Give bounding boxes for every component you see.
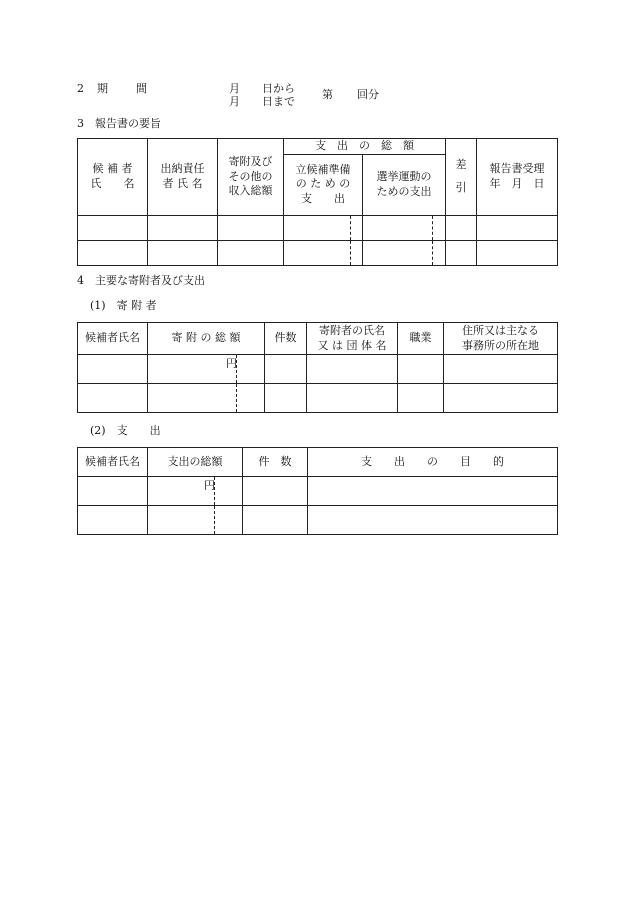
table-row bbox=[78, 384, 558, 413]
table-row bbox=[78, 240, 558, 265]
cell[interactable] bbox=[308, 477, 558, 506]
header-count: 件 数 bbox=[243, 448, 308, 477]
header-purpose: 支 出 の 目 的 bbox=[308, 448, 558, 477]
header-candidate: 候 補 者 氏 名 bbox=[78, 139, 148, 216]
table-row bbox=[78, 477, 558, 506]
expenditure-table bbox=[77, 447, 558, 535]
cell[interactable] bbox=[148, 384, 265, 413]
header-address: 住所又は主なる 事務所の所在地 bbox=[444, 323, 558, 355]
cell[interactable] bbox=[78, 384, 148, 413]
cell[interactable] bbox=[78, 215, 148, 240]
cell[interactable] bbox=[243, 477, 308, 506]
section3-title: 3 報告書の要旨 bbox=[77, 117, 161, 130]
header-donor-name: 寄附者の氏名 又 は 団 体 名 bbox=[307, 323, 398, 355]
header-count: 件数 bbox=[265, 323, 307, 355]
cell[interactable] bbox=[218, 215, 284, 240]
header-candidate-name: 候補者氏名 bbox=[78, 448, 148, 477]
header-donation-total: 寄 附 の 総 額 bbox=[148, 323, 265, 355]
cell[interactable] bbox=[308, 506, 558, 535]
cell[interactable] bbox=[148, 477, 243, 506]
header-expenditure-total: 支 出 の 総 額 bbox=[284, 139, 446, 155]
cell[interactable] bbox=[363, 240, 446, 265]
cell[interactable] bbox=[78, 506, 148, 535]
table-row bbox=[78, 355, 558, 384]
cell[interactable] bbox=[398, 384, 444, 413]
header-expenditure-total: 支出の総額 bbox=[148, 448, 243, 477]
section2-label: 期 間 bbox=[97, 82, 149, 95]
cell[interactable] bbox=[265, 355, 307, 384]
cell[interactable] bbox=[444, 384, 558, 413]
table-row bbox=[78, 506, 558, 535]
cell[interactable] bbox=[148, 240, 218, 265]
cell[interactable] bbox=[307, 384, 398, 413]
cell[interactable] bbox=[243, 506, 308, 535]
cell[interactable] bbox=[477, 240, 558, 265]
section4-sub1-title: (1) 寄 附 者 bbox=[90, 299, 157, 312]
section4-title: 4 主要な寄附者及び支出 bbox=[77, 274, 205, 287]
section4-sub2-title: (2) 支 出 bbox=[90, 424, 161, 437]
header-campaign: 選挙運動の ための支出 bbox=[363, 154, 446, 215]
header-treasurer: 出納責任 者 氏 名 bbox=[148, 139, 218, 216]
cell[interactable] bbox=[148, 355, 265, 384]
section2-month-from: 月 bbox=[229, 82, 240, 95]
cell[interactable] bbox=[444, 355, 558, 384]
yen-unit: 円 bbox=[204, 479, 215, 492]
cell[interactable] bbox=[218, 240, 284, 265]
section2-day-to: 日まで bbox=[262, 95, 295, 108]
cell[interactable] bbox=[78, 477, 148, 506]
header-pre-candidacy: 立候補準備 の た め の 支 出 bbox=[284, 154, 363, 215]
cell[interactable] bbox=[78, 240, 148, 265]
cell[interactable] bbox=[477, 215, 558, 240]
cell[interactable] bbox=[78, 355, 148, 384]
table-row bbox=[78, 215, 558, 240]
cell[interactable] bbox=[284, 215, 363, 240]
cell[interactable] bbox=[284, 240, 363, 265]
header-received: 報告書受理 年 月 日 bbox=[477, 139, 558, 216]
cell[interactable] bbox=[446, 240, 477, 265]
section2-kaibun: 回分 bbox=[357, 88, 379, 101]
header-occupation: 職業 bbox=[398, 323, 444, 355]
cell[interactable] bbox=[398, 355, 444, 384]
section2-month-to: 月 bbox=[229, 95, 240, 108]
cell[interactable] bbox=[148, 506, 243, 535]
cell[interactable] bbox=[446, 215, 477, 240]
yen-unit: 円 bbox=[226, 357, 237, 370]
section2-number: 2 bbox=[77, 82, 84, 95]
cell[interactable] bbox=[265, 384, 307, 413]
section2-dai: 第 bbox=[322, 88, 333, 101]
donors-table bbox=[77, 322, 558, 413]
cell[interactable] bbox=[148, 215, 218, 240]
section2-day-from: 日から bbox=[262, 82, 295, 95]
header-candidate-name: 候補者氏名 bbox=[78, 323, 148, 355]
summary-table bbox=[77, 138, 558, 266]
header-donations: 寄附及び その他の 収入総額 bbox=[218, 139, 284, 216]
header-balance: 差 引 bbox=[446, 139, 477, 216]
cell[interactable] bbox=[307, 355, 398, 384]
cell[interactable] bbox=[363, 215, 446, 240]
